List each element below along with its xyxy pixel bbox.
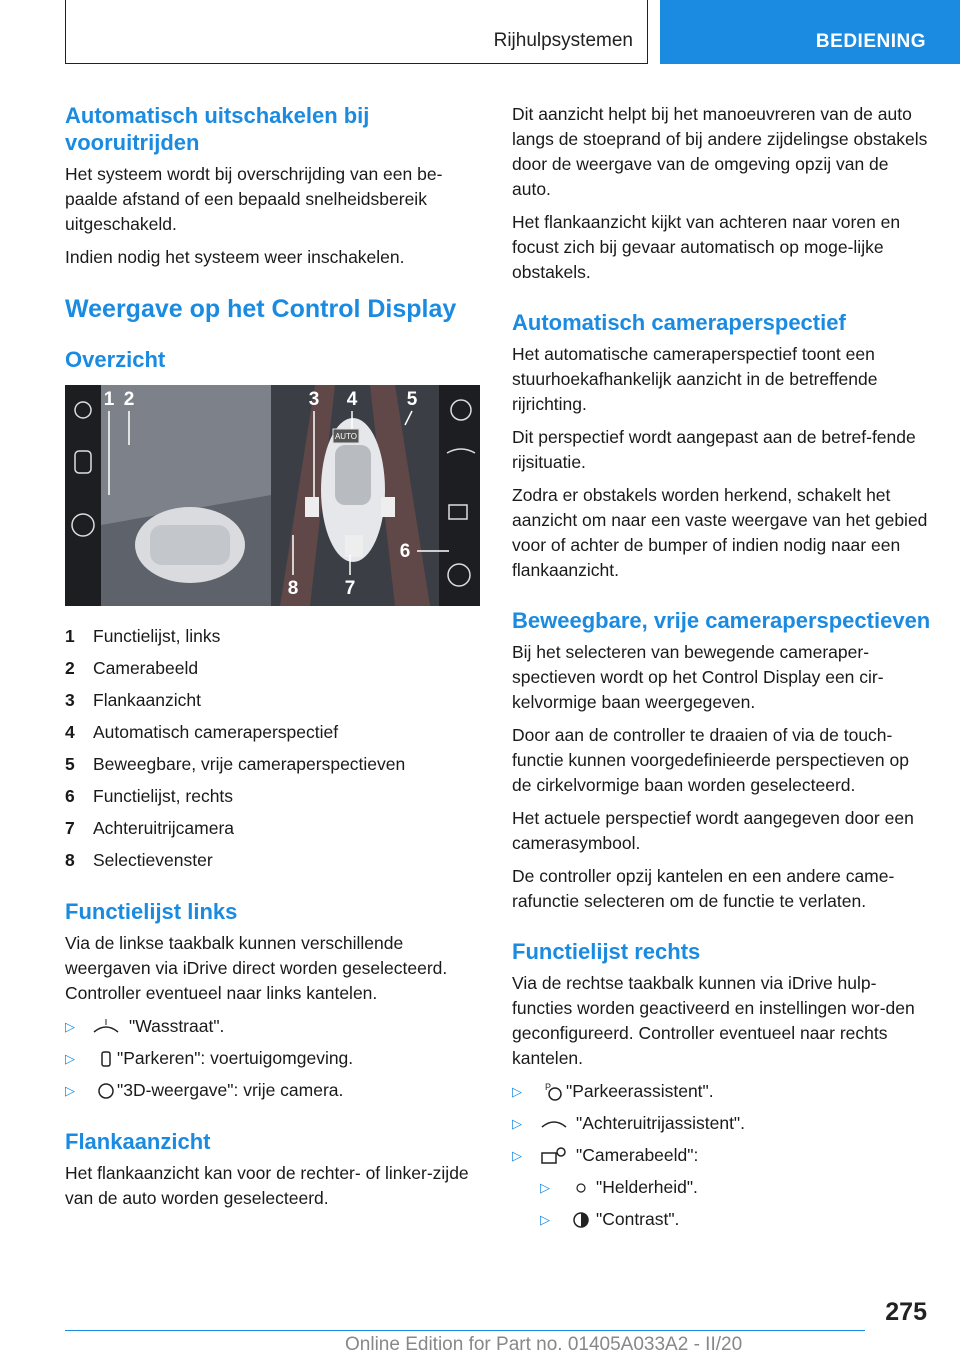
legend-item: 5 Beweegbare, vrije cameraperspectieven [65, 754, 406, 774]
paragraph: Het flankaanzicht kan voor de rechter- of linker-zijde van de auto worden geselecteerd. [65, 1163, 469, 1208]
heading-func-right: Functielijst rechts [512, 939, 701, 964]
header-section-box [65, 0, 648, 64]
bullet-triangle-icon: ▷ [540, 1180, 550, 1195]
flank-camera-icon [305, 497, 319, 517]
callout-8: 8 [287, 578, 299, 599]
paragraph: Indien nodig het systeem weer inschakelen. [65, 247, 405, 267]
paragraph: Het flankaanzicht kijkt van achteren naar voren en focust zich bij gevaar automatisch op moge-lijke obstakels. [512, 212, 901, 282]
legend-item: 7 Achteruitrijcamera [65, 818, 235, 838]
svg-text:P: P [545, 1081, 552, 1092]
list-item: ▷ "Achteruitrijassistent". [512, 1111, 932, 1136]
parking-icon [91, 1048, 109, 1070]
list-item: ▷ "3D-weergave": vrije camera. [65, 1078, 480, 1103]
legend-item: 3 Flankaanzicht [65, 690, 201, 710]
3d-view-icon [91, 1080, 109, 1102]
left-column [65, 102, 480, 1219]
paragraph: Dit aanzicht helpt bij het manoeuvreren van de auto langs de stoeprand of bij andere zijdelingse obstakels door de weergave van de omgeving opzij van de auto. [512, 104, 928, 199]
right-column [512, 102, 932, 1239]
heading-control-display: Weergave op het Control Display [65, 295, 457, 323]
paragraph: Door aan de controller te draaien of via de touch-functie kunnen voorgedefinieerde perspectieven op de cirkelvormige baan worden geselecteerd. [512, 725, 909, 795]
heading-flank: Flankaanzicht [65, 1129, 211, 1154]
header-chapter-tab [660, 0, 960, 64]
figure-legend [65, 620, 480, 876]
callout-6: 6 [399, 541, 411, 562]
list-item: ▷ P "Parkeerassistent". [512, 1079, 932, 1104]
legend-item: 6 Functielijst, rechts [65, 786, 234, 806]
bullet-triangle-icon: ▷ [512, 1084, 522, 1099]
heading-auto-off: Automatisch uitschakelen bij vooruitrijden [65, 103, 370, 155]
auto-badge: AUTO [334, 432, 358, 441]
contrast-icon [566, 1209, 588, 1231]
footer-divider [65, 1330, 865, 1331]
paragraph: Via de rechtse taakbalk kunnen via iDrive hulp-functies worden geactiveerd en instellingen wor-den geconfigureerd. Controller eventueel naar rechts kantelen. [512, 973, 915, 1068]
camera-settings-icon [538, 1145, 568, 1167]
legend-item: 4 Automatisch cameraperspectief [65, 722, 339, 742]
reverse-assist-icon [538, 1113, 568, 1135]
legend-item: 8 Selectievenster [65, 850, 213, 870]
brightness-icon [566, 1177, 588, 1199]
list-item: ▷ "Camerabeeld": [512, 1143, 932, 1168]
car-wash-icon [91, 1016, 121, 1038]
paragraph: De controller opzij kantelen en een andere came-rafunctie selecteren om de functie te verlaten. [512, 866, 895, 911]
func-left-list [65, 1014, 480, 1103]
edition-note: Online Edition for Part no. 01405A033A2 - II/20 [345, 1334, 743, 1355]
callout-4: 4 [346, 389, 358, 410]
heading-free-perspectives: Beweegbare, vrije cameraperspectieven [512, 608, 931, 633]
paragraph: Het actuele perspectief wordt aangegeven door een camerasymbool. [512, 808, 914, 853]
bullet-triangle-icon: ▷ [540, 1212, 550, 1227]
func-right-list [512, 1079, 932, 1232]
bullet-triangle-icon: ▷ [512, 1116, 522, 1131]
page-number: 275 [885, 1298, 927, 1326]
list-item: ▷ "Parkeren": voertuigomgeving. [65, 1046, 480, 1071]
list-item: ▷ "Helderheid". [512, 1175, 932, 1200]
rear-camera-icon [345, 535, 363, 557]
paragraph: Dit perspectief wordt aangepast aan de betref-fende rijsituatie. [512, 427, 916, 472]
legend-item: 1 Functielijst, links [65, 626, 221, 646]
section-title: Rijhulpsystemen [493, 30, 633, 51]
legend-item: 2 Camerabeeld [65, 658, 199, 678]
camera-overview-figure [65, 385, 480, 606]
bullet-triangle-icon: ▷ [512, 1148, 522, 1163]
park-assist-icon [538, 1081, 558, 1103]
right-function-bar [439, 385, 480, 606]
callout-2: 2 [123, 389, 135, 410]
list-item: ▷ "Wasstraat". [65, 1014, 480, 1039]
heading-overview: Overzicht [65, 347, 166, 372]
paragraph: Via de linkse taakbalk kunnen verschillende weergaven via iDrive direct worden geselecteerd. Controller eventueel naar links kantelen. [65, 933, 448, 1003]
paragraph: Zodra er obstakels worden herkend, schakelt het aanzicht om naar een vaste weergave van het gebied voor of achter de bumper of indien nodig naar een flankaanzicht. [512, 485, 928, 580]
heading-func-left: Functielijst links [65, 899, 238, 924]
paragraph: Bij het selecteren van bewegende cameraper-spectieven wordt op het Control Display een cir-kelvormige baan weergegeven. [512, 642, 884, 712]
bullet-triangle-icon: ▷ [65, 1083, 75, 1098]
callout-7: 7 [344, 578, 356, 599]
bullet-triangle-icon: ▷ [65, 1051, 75, 1066]
callout-5: 5 [406, 389, 418, 410]
list-item: ▷ "Contrast". [512, 1207, 932, 1232]
chapter-title: BEDIENING [815, 31, 926, 52]
heading-auto-perspective: Automatisch cameraperspectief [512, 310, 846, 335]
paragraph: Het automatische cameraperspectief toont een stuurhoekafhankelijk aanzicht in de betreffende rijrichting. [512, 344, 878, 414]
callout-1: 1 [103, 389, 115, 410]
bullet-triangle-icon: ▷ [65, 1019, 75, 1034]
camera-figure-svg [65, 385, 480, 606]
paragraph: Het systeem wordt bij overschrijding van een be-paalde afstand of een bepaald snelheidsbereik uitgeschakeld. [65, 164, 443, 234]
callout-3: 3 [308, 389, 320, 410]
